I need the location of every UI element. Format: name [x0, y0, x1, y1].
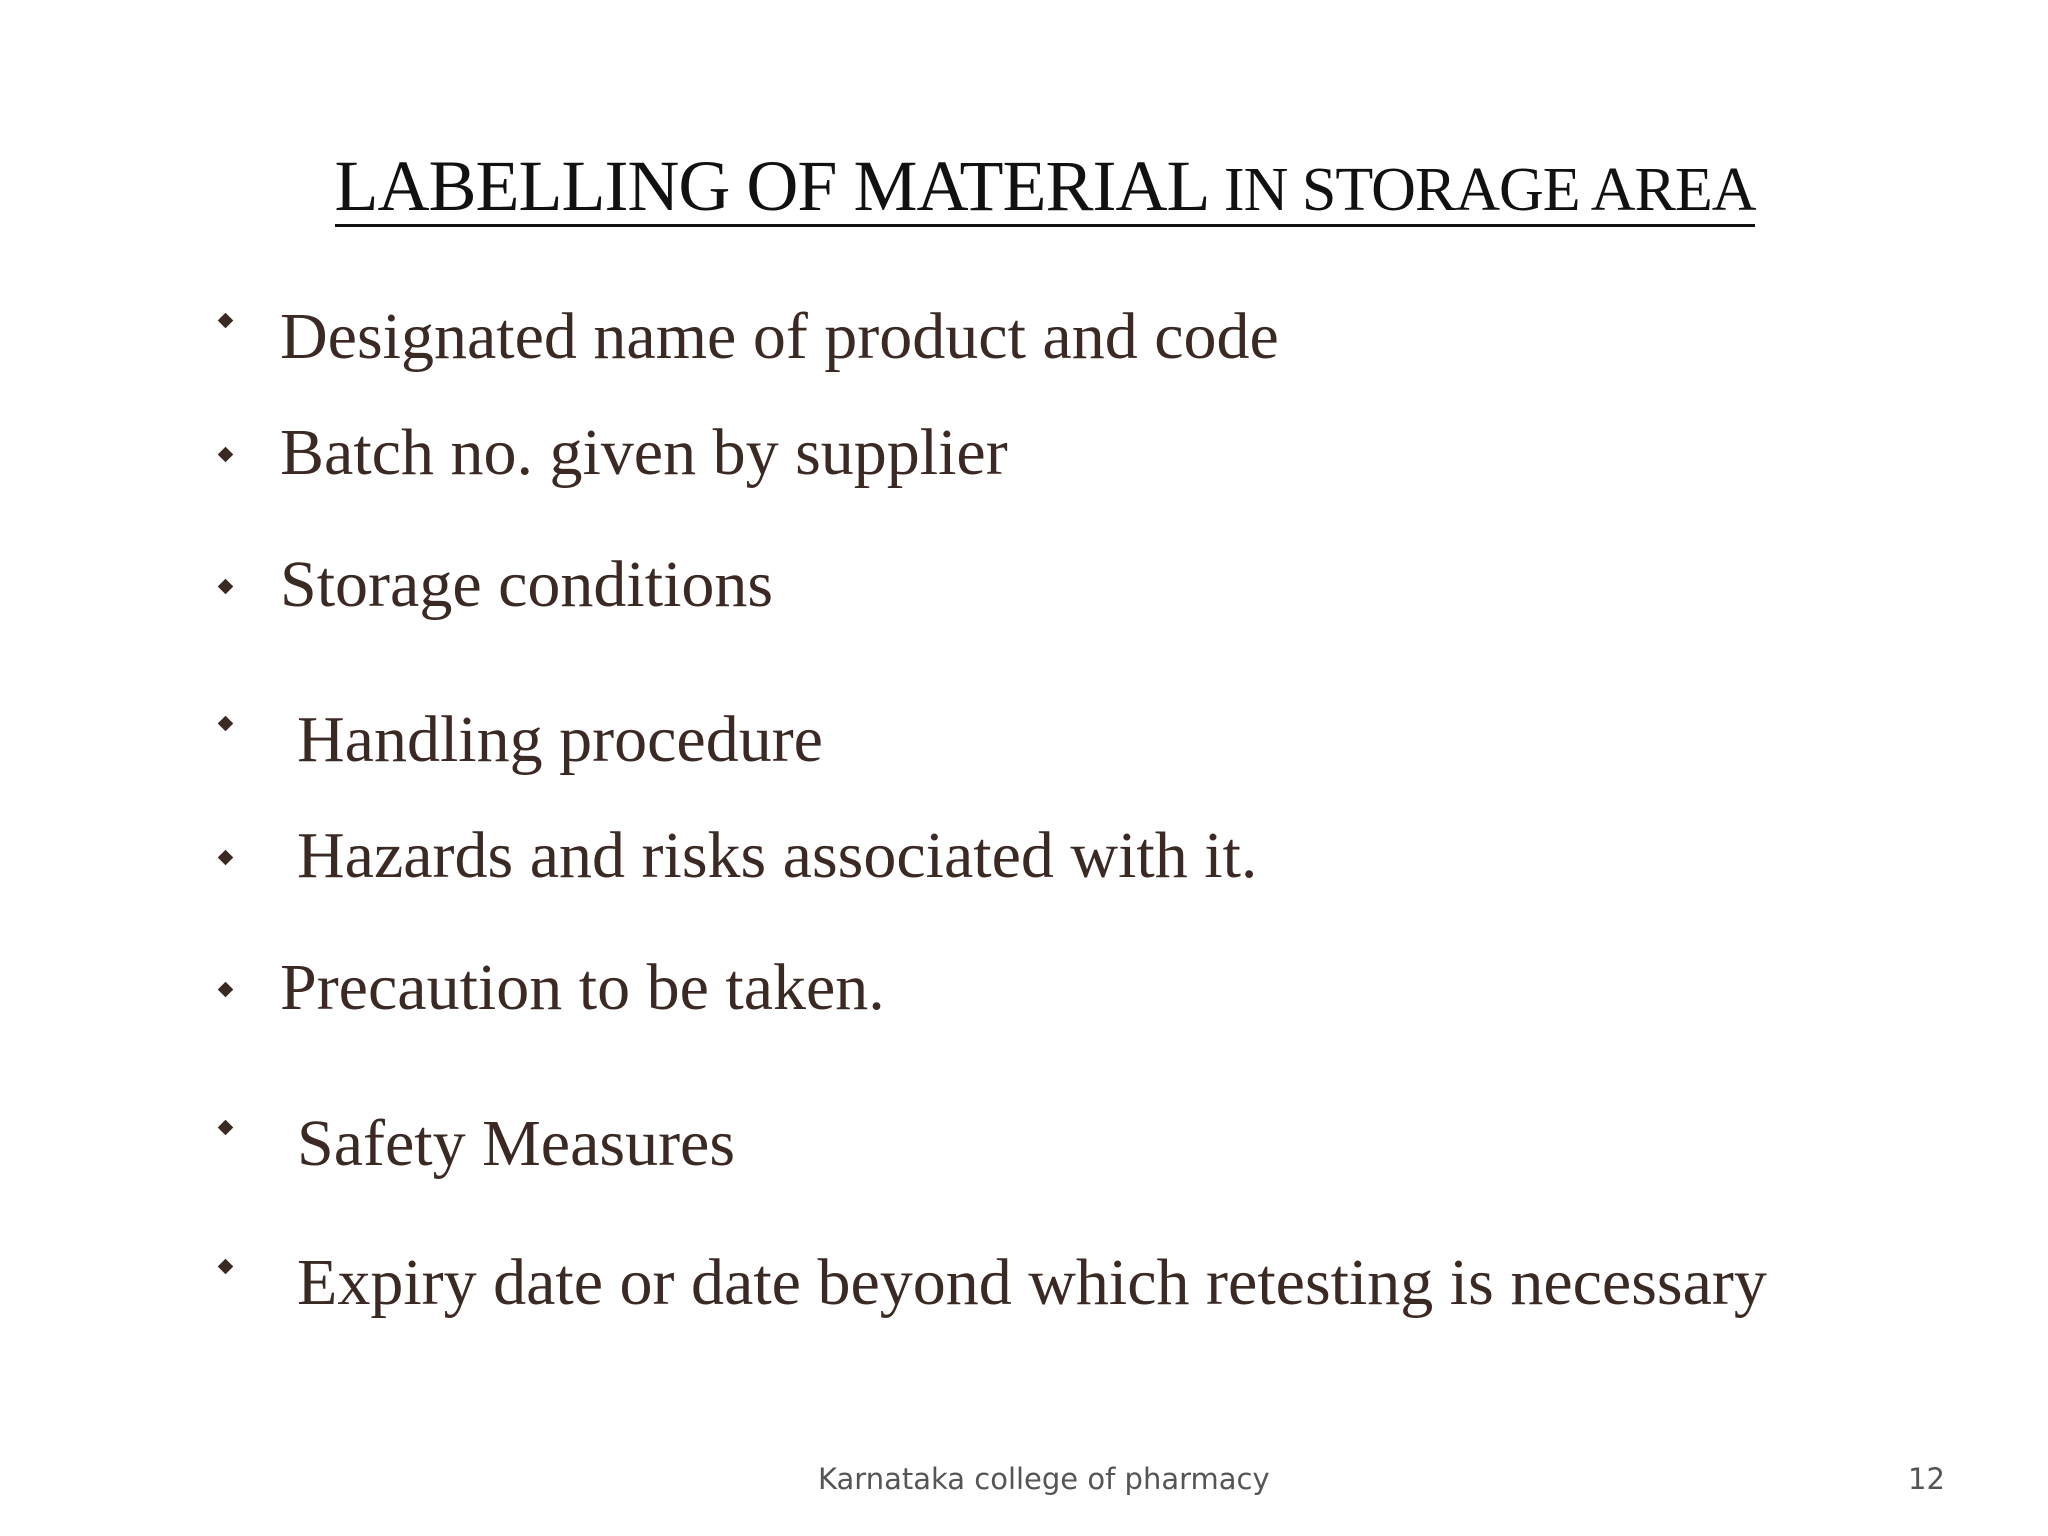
bullet-text: Safety Measures	[297, 1107, 736, 1180]
bullet-item	[0, 948, 2048, 1028]
bullet-text: Batch no. given by supplier	[280, 416, 1008, 489]
slide-title-sub: IN STORAGE AREA	[1209, 156, 1756, 224]
bullet-item	[0, 816, 2048, 896]
bullet-diamond-icon	[218, 982, 234, 998]
bullet-item	[0, 545, 2048, 625]
footer-organization: Karnataka college of pharmacy	[818, 1462, 1270, 1496]
bullet-text: Expiry date or date beyond which retesting is necessary	[297, 1246, 1767, 1319]
bullet-text: Hazards and risks associated with it.	[297, 819, 1258, 892]
bullet-diamond-icon	[218, 447, 234, 463]
bullet-item	[0, 413, 2048, 493]
bullet-diamond-icon	[218, 579, 234, 595]
page-number: 12	[1908, 1462, 1945, 1496]
slide-footer	[0, 1462, 2048, 1502]
bullet-text: Precaution to be taken.	[280, 951, 885, 1024]
bullet-diamond-icon	[218, 850, 234, 866]
bullet-text: Handling procedure	[297, 703, 823, 776]
bullet-item	[0, 297, 2048, 377]
bullet-diamond-icon	[218, 1259, 234, 1275]
bullet-diamond-icon	[218, 313, 234, 329]
bullet-item	[0, 700, 2048, 780]
bullet-diamond-icon	[218, 716, 234, 732]
bullet-text: Designated name of product and code	[280, 300, 1279, 373]
bullet-text: Storage conditions	[280, 548, 774, 621]
slide-title-main: LABELLING OF MATERIAL	[334, 146, 1210, 226]
bullet-diamond-icon	[218, 1120, 234, 1136]
bullet-item	[0, 1104, 2048, 1184]
bullet-item	[0, 1243, 2048, 1323]
